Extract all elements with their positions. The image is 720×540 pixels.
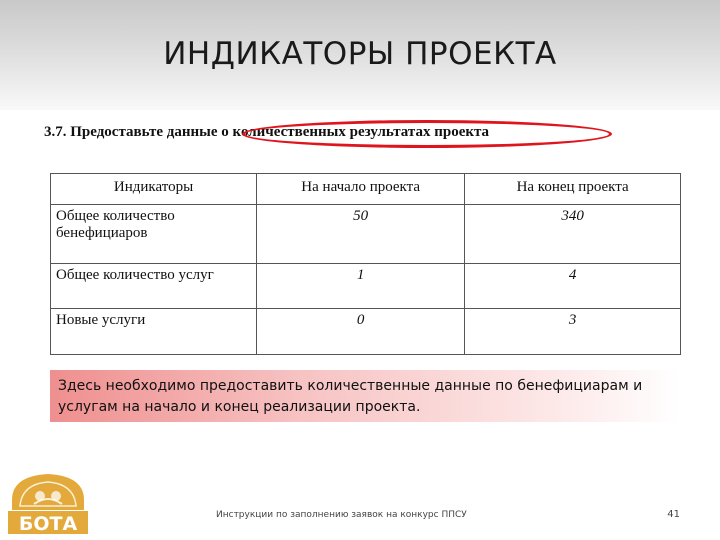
logo-text: БОТА	[18, 513, 78, 535]
note-text: Здесь необходимо предоставить количественные данные по бенефициарам и услугам на начало и конец реализации проекта.	[58, 378, 643, 415]
header-end: На конец проекта	[465, 174, 681, 205]
end-value: 340	[465, 204, 681, 263]
slide-title: ИНДИКАТОРЫ ПРОЕКТА	[163, 36, 557, 72]
highlight-ellipse	[242, 120, 612, 148]
table-header-row	[51, 174, 681, 205]
start-value: 0	[257, 309, 465, 355]
footer-text: Инструкции по заполнению заявок на конкурс ППСУ	[216, 510, 467, 520]
indicator-name: Общее количество бенефициаров	[51, 204, 257, 263]
end-value: 4	[465, 263, 681, 309]
end-value: 3	[465, 309, 681, 355]
indicators-table	[50, 173, 681, 355]
page-number: 41	[667, 509, 680, 520]
header-indicators: Индикаторы	[51, 174, 257, 205]
table-row	[51, 263, 681, 309]
header-start: На начало проекта	[257, 174, 465, 205]
start-value: 50	[257, 204, 465, 263]
question-text: 3.7. Предоставьте данные о количественных результатах проекта	[44, 124, 490, 140]
bota-logo-icon	[6, 470, 90, 536]
table-row	[51, 309, 681, 355]
indicator-name: Общее количество услуг	[51, 263, 257, 309]
start-value: 1	[257, 263, 465, 309]
note-box	[50, 370, 680, 422]
table-row	[51, 204, 681, 263]
indicator-name: Новые услуги	[51, 309, 257, 355]
